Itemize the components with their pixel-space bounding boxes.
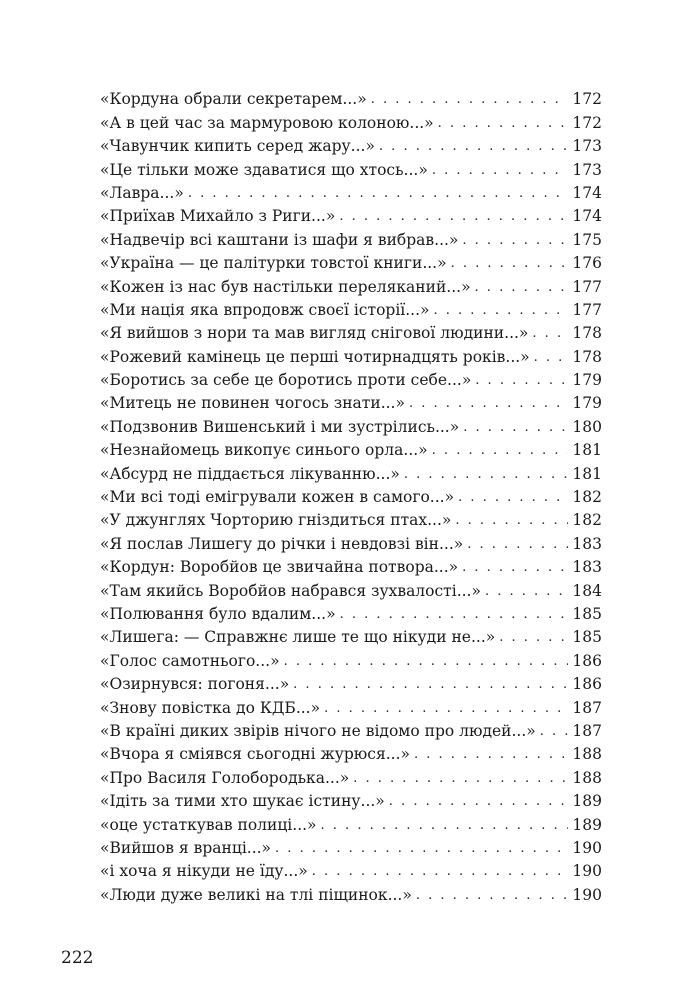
toc-entry [100, 180, 602, 203]
toc-entry-title: «Ідіть за тими хто шукає істину...» [100, 792, 385, 811]
toc-entry-title: «А в цей час за мармуровою колоною...» [100, 113, 434, 132]
toc-entry [100, 741, 602, 764]
toc-entry-page: 188 [572, 768, 602, 787]
toc-entry-page: 183 [572, 558, 602, 577]
toc-entry-title: «Абсурд не піддається лікуванню...» [100, 464, 400, 483]
toc-entry-page: 177 [572, 300, 602, 319]
toc-entry-title: «Про Василя Голобородька...» [100, 768, 350, 787]
toc-entry-page: 181 [572, 441, 602, 460]
dot-leader [414, 746, 568, 764]
dot-leader [321, 817, 569, 835]
toc-entry-page: 182 [572, 488, 602, 507]
toc-entry-title: «Подзвонив Вишенський і ми зустрілись...» [100, 417, 460, 436]
dot-leader [475, 279, 569, 297]
dot-leader [462, 232, 568, 250]
dot-leader [404, 466, 569, 484]
toc-entry-title: «Лавра...» [100, 183, 184, 202]
dot-leader [409, 395, 568, 413]
toc-entry [100, 226, 602, 249]
toc-entry [100, 858, 602, 881]
toc-entry [100, 554, 602, 577]
toc-entry-page: 172 [572, 113, 602, 132]
toc-entry [100, 694, 602, 717]
toc-entry-title: «Чавунчик кипить серед жару...» [100, 137, 375, 156]
toc-entry-page: 186 [572, 651, 602, 670]
toc-entry [100, 460, 602, 483]
toc-entry [100, 601, 602, 624]
toc-entry-page: 175 [572, 230, 602, 249]
toc-entry [100, 764, 602, 787]
toc-entry [100, 343, 602, 366]
toc-entry-title: «Вийшов я вранці...» [100, 838, 272, 857]
toc-entry-page: 181 [572, 464, 602, 483]
toc-entry-page: 186 [572, 675, 602, 694]
toc-entry [100, 437, 602, 460]
dot-leader [540, 723, 569, 741]
toc-entry-title: «Надвечір всі каштани із шафи я вибрав...» [100, 230, 459, 249]
toc-entry-title: «Це тільки може здаватися що хтось...» [100, 160, 428, 179]
toc-entry-page: 190 [572, 862, 602, 881]
dot-leader [284, 653, 569, 671]
dot-leader [451, 255, 569, 273]
dot-leader [532, 325, 568, 343]
toc-entry-title: «Приїхав Михайло з Риги...» [100, 207, 336, 226]
toc-entry-page: 185 [572, 604, 602, 623]
toc-entry-page: 182 [572, 511, 602, 530]
dot-leader [499, 629, 568, 647]
toc-entry [100, 109, 602, 132]
toc-entry [100, 133, 602, 156]
dot-leader [485, 583, 568, 601]
dot-leader [340, 606, 569, 624]
toc-entry-title: «Я вийшов з нори та мав вигляд снігової людини...» [100, 324, 529, 343]
toc-entry-page: 190 [572, 838, 602, 857]
toc-entry-title: «Вчора я сміявся сьогодні журюся...» [100, 745, 411, 764]
toc-entry-title: «Голос самотнього...» [100, 651, 280, 670]
toc-entry-title: «Ми нація яка впродовж своєї історії...» [100, 300, 430, 319]
toc-entry-title: «Незнайомець викопує синього орла...» [100, 441, 428, 460]
page-number: 222 [61, 948, 94, 968]
toc-entry-page: 177 [572, 277, 602, 296]
dot-leader [353, 770, 568, 788]
toc-entry-page: 174 [572, 207, 602, 226]
toc-entry-page: 184 [572, 581, 602, 600]
toc-entry [100, 718, 602, 741]
toc-entry [100, 273, 602, 296]
table-of-contents [100, 86, 602, 905]
dot-leader [275, 840, 568, 858]
toc-entry-page: 172 [572, 90, 602, 109]
toc-entry-page: 187 [572, 721, 602, 740]
toc-entry [100, 530, 602, 553]
toc-entry-page: 180 [572, 417, 602, 436]
toc-entry-title: «Лишега: — Справжнє лише те що нікуди не...» [100, 628, 496, 647]
dot-leader [475, 372, 568, 390]
toc-entry [100, 624, 602, 647]
toc-entry [100, 367, 602, 390]
dot-leader [379, 138, 568, 156]
toc-entry [100, 835, 602, 858]
toc-entry-title: «оце устаткував полиці...» [100, 815, 317, 834]
toc-entry-title: «Я послав Лишегу до річки і невдовзі він...» [100, 534, 464, 553]
dot-leader [438, 115, 569, 133]
toc-entry-title: «Полювання було вдалим...» [100, 604, 336, 623]
toc-entry-title: «Кожен із нас був настільки переляканий...» [100, 277, 471, 296]
toc-entry [100, 577, 602, 600]
toc-entry-page: 188 [572, 745, 602, 764]
toc-entry-title: «Україна — це палітурки товстої книги...» [100, 254, 447, 273]
toc-entry-page: 179 [572, 394, 602, 413]
toc-entry-page: 178 [572, 324, 602, 343]
dot-leader [467, 536, 568, 554]
dot-leader [432, 442, 569, 460]
toc-entry-page: 178 [572, 347, 602, 366]
toc-entry [100, 647, 602, 670]
toc-entry-title: «Озирнувся: погоня...» [100, 675, 290, 694]
toc-entry [100, 788, 602, 811]
toc-entry-page: 189 [572, 792, 602, 811]
toc-entry [100, 484, 602, 507]
toc-entry-page: 173 [572, 137, 602, 156]
toc-entry-title: «Боротись за себе це боротись проти себе...» [100, 371, 472, 390]
toc-entry-title: «Знову повістка до КДБ...» [100, 698, 321, 717]
toc-entry-title: «Ми всі тоді емігрували кожен в самого...» [100, 488, 455, 507]
toc-entry-title: «В країні диких звірів нічого не відомо про людей...» [100, 721, 536, 740]
toc-entry-title: «Митець не повинен чогось знати...» [100, 394, 405, 413]
toc-entry [100, 811, 602, 834]
toc-entry [100, 413, 602, 436]
toc-entry [100, 250, 602, 273]
toc-entry-title: «У джунглях Чорторию гніздиться птах...» [100, 511, 452, 530]
dot-leader [371, 91, 569, 109]
toc-entry-title: «Люди дуже великі на тлі піщинок...» [100, 885, 412, 904]
toc-entry-page: 173 [572, 160, 602, 179]
toc-entry-page: 189 [572, 815, 602, 834]
toc-entry [100, 297, 602, 320]
dot-leader [458, 489, 568, 507]
toc-entry [100, 507, 602, 530]
toc-entry [100, 671, 602, 694]
toc-entry-page: 187 [572, 698, 602, 717]
dot-leader [462, 559, 568, 577]
toc-entry-page: 183 [572, 534, 602, 553]
dot-leader [293, 676, 568, 694]
toc-entry [100, 156, 602, 179]
dot-leader [434, 302, 569, 320]
toc-entry-title: «і хоча я нікуди не їду...» [100, 862, 308, 881]
dot-leader [188, 185, 569, 203]
toc-entry-title: «Кордуна обрали секретарем...» [100, 90, 367, 109]
toc-entry-title: «Кордун: Воробйов це звичайна потвора...» [100, 558, 459, 577]
toc-entry [100, 320, 602, 343]
dot-leader [312, 863, 569, 881]
toc-entry [100, 881, 602, 904]
dot-leader [534, 349, 569, 367]
toc-entry-title: «Там якийсь Воробйов набрався зухвалості...» [100, 581, 481, 600]
toc-entry [100, 86, 602, 109]
dot-leader [339, 208, 568, 226]
dot-leader [416, 887, 569, 905]
toc-entry-page: 174 [572, 183, 602, 202]
dot-leader [389, 793, 569, 811]
toc-entry-title: «Рожевий камінець це перші чотирнадцять років...» [100, 347, 530, 366]
toc-entry [100, 390, 602, 413]
toc-entry [100, 203, 602, 226]
toc-entry-page: 179 [572, 371, 602, 390]
toc-entry-page: 190 [572, 885, 602, 904]
dot-leader [324, 700, 568, 718]
toc-entry-page: 185 [572, 628, 602, 647]
dot-leader [455, 512, 568, 530]
dot-leader [432, 162, 569, 180]
toc-entry-page: 176 [572, 254, 602, 273]
dot-leader [463, 419, 568, 437]
